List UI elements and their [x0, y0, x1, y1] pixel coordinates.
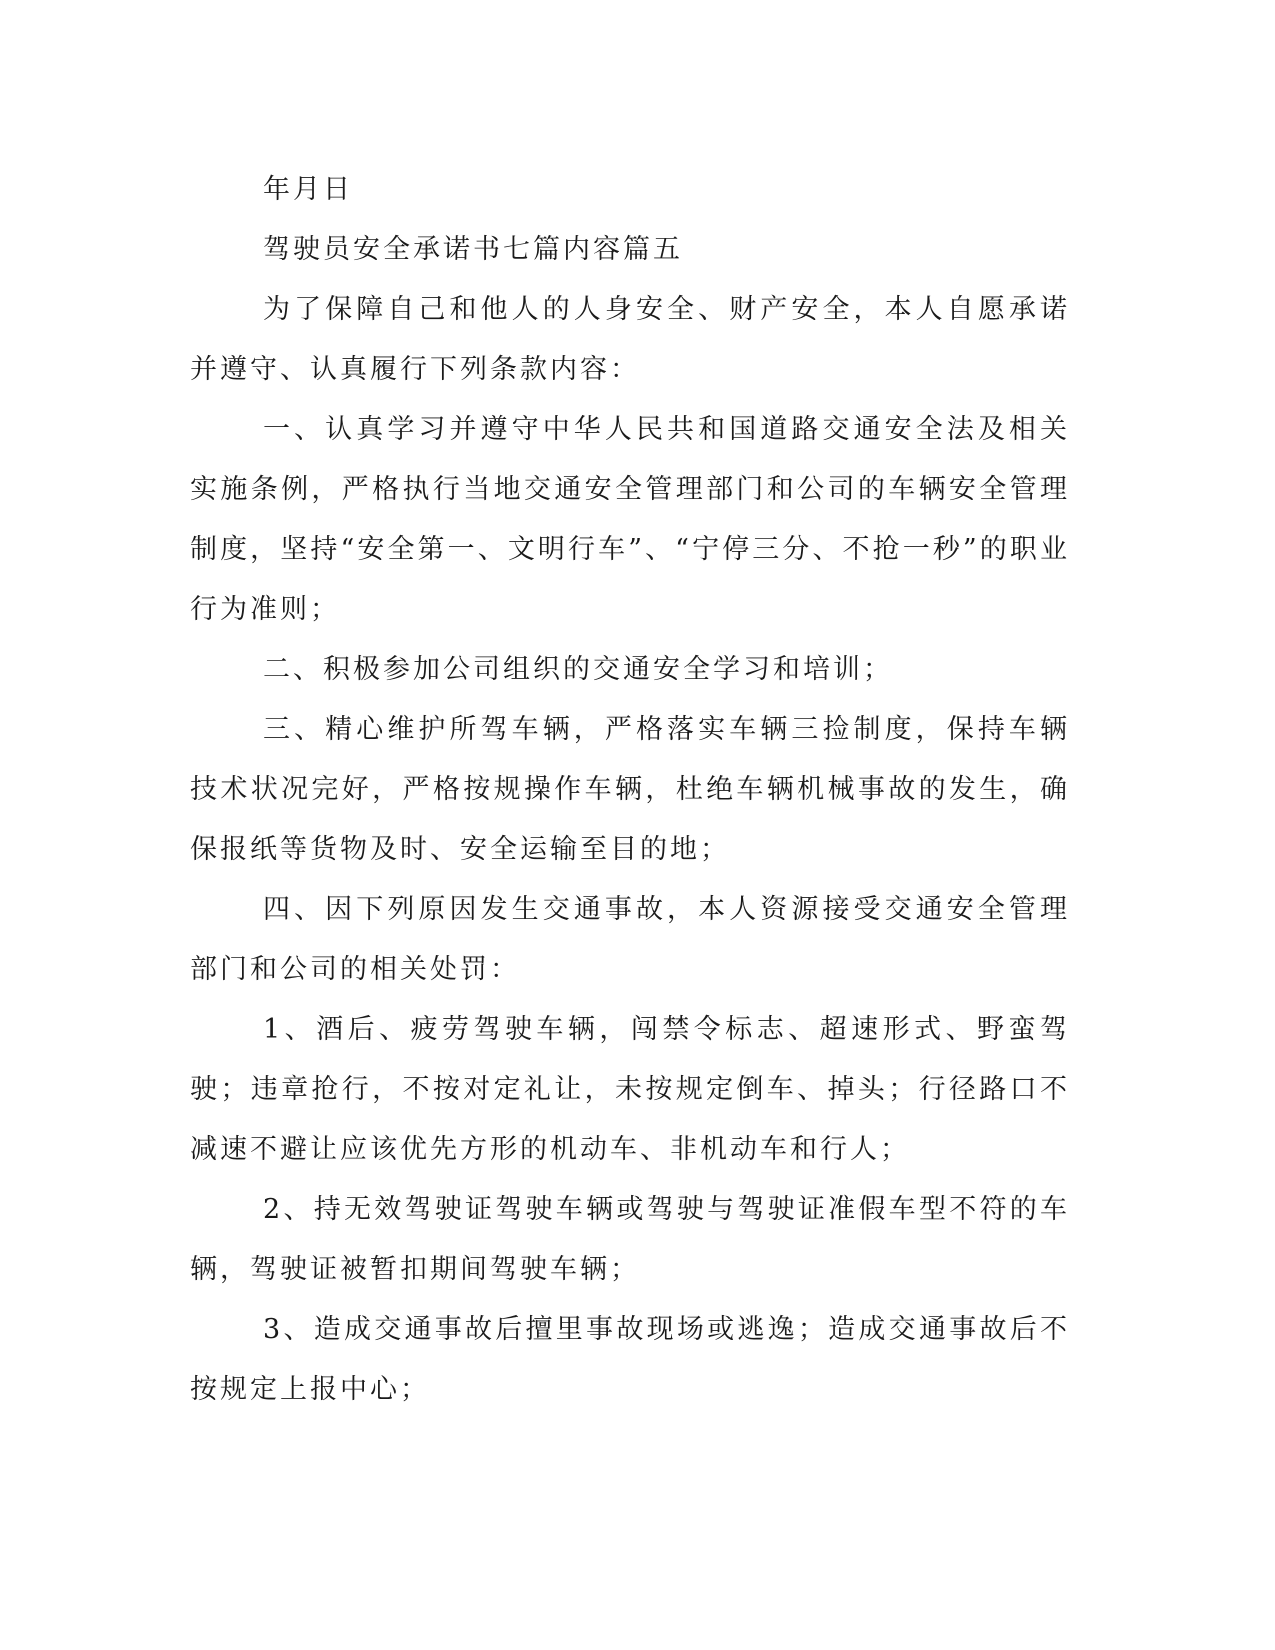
sub-clause-1: 1、酒后、疲劳驾驶车辆，闯禁令标志、超速形式、野蛮驾驶；违章抢行，不按对定礼让，未按规定倒车、掉头；行径路口不减速不避让应该优先方形的机动车、非机动车和行人； — [190, 1014, 1070, 1165]
section-title: 驾驶员安全承诺书七篇内容篇五 — [263, 234, 683, 265]
clause-three: 三、精心维护所驾车辆，严格落实车辆三捡制度，保持车辆技术状况完好，严格按规操作车辆，杜绝车辆机械事故的发生，确保报纸等货物及时、安全运输至目的地； — [190, 714, 1070, 865]
clause-four: 四、因下列原因发生交通事故，本人资源接受交通安全管理部门和公司的相关处罚： — [190, 894, 1070, 985]
date-line: 年月日 — [263, 174, 353, 205]
intro-paragraph: 为了保障自己和他人的人身安全、财产安全，本人自愿承诺并遵守、认真履行下列条款内容： — [190, 294, 1070, 385]
document-body — [190, 160, 1070, 1420]
sub-clause-2: 2、持无效驾驶证驾驶车辆或驾驶与驾驶证准假车型不符的车辆，驾驶证被暂扣期间驾驶车辆； — [190, 1194, 1070, 1285]
clause-two: 二、积极参加公司组织的交通安全学习和培训； — [263, 654, 893, 685]
clause-one: 一、认真学习并遵守中华人民共和国道路交通安全法及相关实施条例，严格执行当地交通安全管理部门和公司的车辆安全管理制度，坚持“安全第一、文明行车”、“宁停三分、不抢一秒”的职业行为准则； — [190, 414, 1070, 625]
sub-clause-3: 3、造成交通事故后擅里事故现场或逃逸；造成交通事故后不按规定上报中心； — [190, 1314, 1070, 1405]
